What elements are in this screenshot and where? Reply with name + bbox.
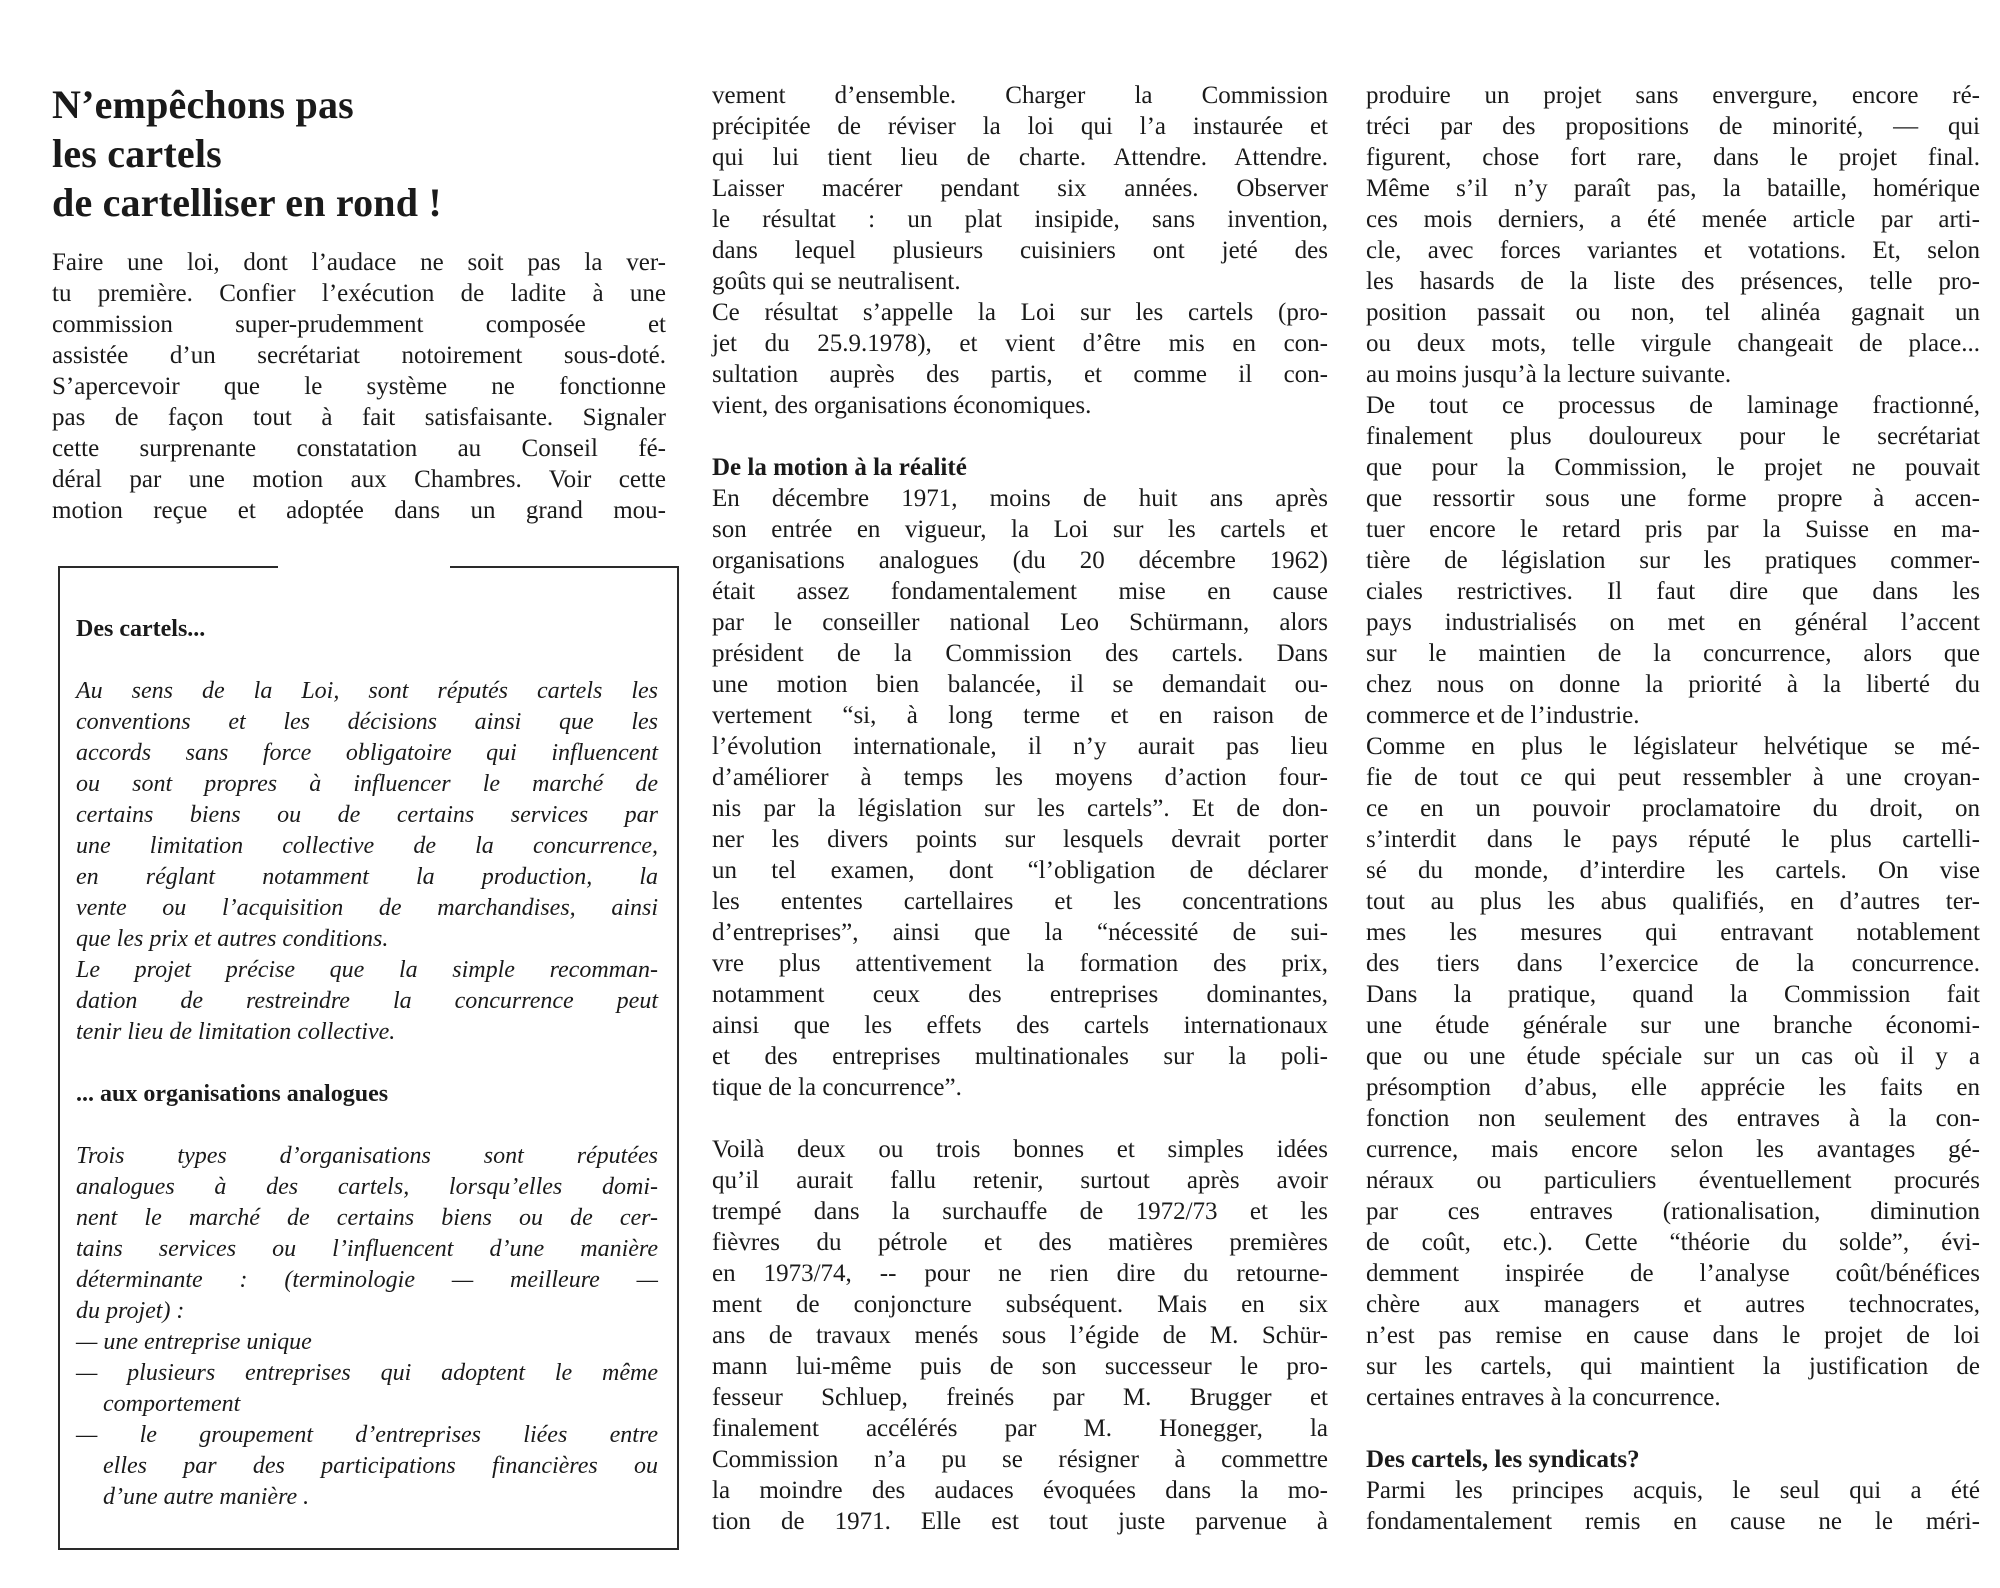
sidebar-box [58, 566, 679, 1550]
sidebar-heading-organisations: ... aux organisations analogues [76, 1081, 389, 1107]
text-line: était assez fondamentalement mise en cause [712, 578, 1328, 605]
text-line: n’est pas remise en cause dans le projet de loi [1366, 1322, 1980, 1349]
sidebar-definition-cartels [76, 676, 658, 1048]
text-line: pays industrialisés on met en général l’accent [1366, 609, 1980, 636]
text-line: des tiers dans l’exercice de la concurrence. [1366, 950, 1980, 977]
text-line: ans de travaux menés sous l’égide de M. Schür- [712, 1322, 1328, 1349]
text-line: nis par la législation sur les cartels”. Et de don- [712, 795, 1328, 822]
text-line: fonction non seulement des entraves à la con- [1366, 1105, 1980, 1132]
column-3 [1366, 80, 1980, 1537]
text-line: tenir lieu de limitation collective. [76, 1019, 396, 1045]
text-line: d’entreprises”, ainsi que la “nécessité de sui- [712, 919, 1328, 946]
text-line: ciales restrictives. Il faut dire que dans les [1366, 578, 1980, 605]
text-line: fie de tout ce qui peut ressembler à une croyan- [1366, 764, 1980, 791]
sidebar-definition-organisations [76, 1141, 658, 1327]
text-line: certains biens ou de certains services par [76, 802, 658, 828]
text-line: tière de législation sur les pratiques commer- [1366, 547, 1980, 574]
list-item-continuation: elles par des participations financières ou [103, 1453, 658, 1479]
text-line: ment de conjoncture subséquent. Mais en six [712, 1291, 1328, 1318]
text-line: En décembre 1971, moins de huit ans après [712, 485, 1328, 512]
text-line: tréci par des propositions de minorité, — qui [1366, 113, 1980, 140]
text-line: demment inspirée de l’analyse coût/bénéfices [1366, 1260, 1980, 1287]
text-line: Voilà deux ou trois bonnes et simples idées [712, 1136, 1328, 1163]
text-line: que pour la Commission, le projet ne pouvait [1366, 454, 1980, 481]
text-line: pas de façon tout à fait satisfaisante. Signaler [52, 404, 666, 431]
text-line: les ententes cartellaires et les concentrations [712, 888, 1328, 915]
text-line: président de la Commission des cartels. Dans [712, 640, 1328, 667]
text-line: vement d’ensemble. Charger la Commission [712, 82, 1328, 109]
text-line: vre plus attentivement la formation des prix, [712, 950, 1328, 977]
text-line: au moins jusqu’à la lecture suivante. [1366, 361, 1732, 388]
text-line: certaines entraves à la concurrence. [1366, 1384, 1721, 1411]
section-syndicats-paragraph [1366, 1475, 1980, 1537]
sidebar-heading-cartels: Des cartels... [76, 616, 206, 642]
text-line: vente ou l’acquisition de marchandises, ainsi [76, 895, 658, 921]
text-line: goûts qui se neutralisent. [712, 268, 961, 295]
col2-end-paragraph [712, 1134, 1328, 1537]
article-title [52, 80, 666, 227]
text-line: tout au plus les abus qualifiés, en d’autres ter- [1366, 888, 1980, 915]
section-heading-syndicats: Des cartels, les syndicats? [1366, 1446, 1640, 1473]
box-top-rule-left [60, 566, 278, 568]
list-item: — le groupement d’entreprises liées entre [76, 1422, 658, 1448]
text-line: néraux ou particuliers éventuellement procurés [1366, 1167, 1980, 1194]
text-line: Faire une loi, dont l’audace ne soit pas la ver- [52, 249, 666, 276]
text-line: trempé dans la surchauffe de 1972/73 et les [712, 1198, 1328, 1225]
text-line: qu’il aurait fallu retenir, surtout après avoir [712, 1167, 1328, 1194]
column-2 [712, 80, 1328, 1537]
text-line: motion reçue et adoptée dans un grand mou- [52, 497, 666, 524]
text-line: un tel examen, dont “l’obligation de déclarer [712, 857, 1328, 884]
list-item: — une entreprise unique [76, 1329, 312, 1355]
text-line: currence, mais encore selon les avantages gé- [1366, 1136, 1980, 1163]
title-line: N’empêchons pas [52, 82, 354, 127]
text-line: Même s’il n’y paraît pas, la bataille, homérique [1366, 175, 1980, 202]
text-line: commission super-prudemment composée et [52, 311, 666, 338]
text-line: déterminante : (terminologie — meilleure — [76, 1267, 658, 1293]
text-line: notamment ceux des entreprises dominantes, [712, 981, 1328, 1008]
text-line: tuer encore le retard pris par la Suisse en ma- [1366, 516, 1980, 543]
text-line: nent le marché de certains biens ou de cer- [76, 1205, 658, 1231]
text-line: Comme en plus le législateur helvétique se mé- [1366, 733, 1980, 760]
text-line: assistée d’un secrétariat notoirement sous-doté. [52, 342, 666, 369]
text-line: chère aux managers et autres technocrates, [1366, 1291, 1980, 1318]
text-line: en 1973/74, -- pour ne rien dire du retourne- [712, 1260, 1328, 1287]
text-line: le résultat : un plat insipide, sans invention, [712, 206, 1328, 233]
list-item-continuation: d’une autre manière . [103, 1484, 310, 1510]
section-motion-paragraph [712, 483, 1328, 1103]
text-line: finalement plus douloureux pour le secrétariat [1366, 423, 1980, 450]
section-heading-motion: De la motion à la réalité [712, 454, 967, 481]
text-line: De tout ce processus de laminage fractionné, [1366, 392, 1980, 419]
text-line: sé du monde, d’interdire les cartels. On vise [1366, 857, 1980, 884]
text-line: que ou une étude spéciale sur un cas où il y a [1366, 1043, 1980, 1070]
text-line: ou deux mots, telle virgule changeait de place... [1366, 330, 1980, 357]
text-line: l’évolution internationale, il n’y aurait pas lieu [712, 733, 1328, 760]
text-line: une motion bien balancée, il se demandait ou- [712, 671, 1328, 698]
text-line: Au sens de la Loi, sont réputés cartels les [76, 678, 658, 704]
text-line: sultation auprès des partis, et comme il con- [712, 361, 1328, 388]
text-line: ner les divers points sur lesquels devrait porter [712, 826, 1328, 853]
text-line: les hasards de la liste des présences, telle pro- [1366, 268, 1980, 295]
text-line: Parmi les principes acquis, le seul qui a été [1366, 1477, 1980, 1504]
text-line: tion de 1971. Elle est tout juste parvenue à [712, 1508, 1328, 1535]
text-line: la moindre des audaces évoquées dans la mo- [712, 1477, 1328, 1504]
text-line: dans lequel plusieurs cuisiniers ont jeté des [712, 237, 1328, 264]
text-line: cette surprenante constatation au Conseil fé- [52, 435, 666, 462]
col2-intro-paragraph [712, 80, 1328, 421]
title-line: les cartels [52, 131, 222, 176]
text-line: mes les mesures qui entravant notablement [1366, 919, 1980, 946]
text-line: tique de la concurrence”. [712, 1074, 962, 1101]
text-line: commerce et de l’industrie. [1366, 702, 1640, 729]
text-line: fièvres du pétrole et des matières premières [712, 1229, 1328, 1256]
text-line: Dans la pratique, quand la Commission fait [1366, 981, 1980, 1008]
text-line: finalement accélérés par M. Honegger, la [712, 1415, 1328, 1442]
text-line: jet du 25.9.1978), et vient d’être mis en con- [712, 330, 1328, 357]
text-line: Le projet précise que la simple recomman- [76, 957, 658, 983]
title-line: de cartelliser en rond ! [52, 180, 442, 225]
text-line: par ces entraves (rationalisation, diminution [1366, 1198, 1980, 1225]
text-line: du projet) : [76, 1298, 185, 1324]
text-line: S’apercevoir que le système ne fonctionne [52, 373, 666, 400]
text-line: fondamentalement remis en cause ne le méri- [1366, 1508, 1980, 1535]
text-line: une limitation collective de la concurrence, [76, 833, 658, 859]
text-line: ces mois derniers, a été menée article par arti- [1366, 206, 1980, 233]
text-line: tu première. Confier l’exécution de ladite à une [52, 280, 666, 307]
text-line: par le conseiller national Leo Schürmann, alors [712, 609, 1328, 636]
text-line: précipitée de réviser la loi qui l’a instaurée et [712, 113, 1328, 140]
intro-paragraph [52, 247, 666, 526]
text-line: fesseur Schluep, freinés par M. Brugger et [712, 1384, 1328, 1411]
text-line: s’interdit dans le pays réputé le plus cartelli- [1366, 826, 1980, 853]
text-line: ou sont propres à influencer le marché de [76, 771, 658, 797]
text-line: position passait ou non, tel alinéa gagnait un [1366, 299, 1980, 326]
text-line: et des entreprises multinationales sur la poli- [712, 1043, 1328, 1070]
text-line: ainsi que les effets des cartels internationaux [712, 1012, 1328, 1039]
text-line: Commission n’a pu se résigner à commettre [712, 1446, 1328, 1473]
text-line: sur les cartels, qui maintient la justification de [1366, 1353, 1980, 1380]
text-line: une étude générale sur une branche économi- [1366, 1012, 1980, 1039]
text-line: Trois types d’organisations sont réputées [76, 1143, 658, 1169]
text-line: Ce résultat s’appelle la Loi sur les cartels (pro- [712, 299, 1328, 326]
text-line: tains services ou l’influencent d’une manière [76, 1236, 658, 1262]
sidebar-list [76, 1327, 658, 1513]
text-line: dation de restreindre la concurrence peut [76, 988, 658, 1014]
text-line: son entrée en vigueur, la Loi sur les cartels et [712, 516, 1328, 543]
text-line: vient, des organisations économiques. [712, 392, 1092, 419]
sidebar-content [76, 614, 658, 1513]
text-line: d’améliorer à temps les moyens d’action four- [712, 764, 1328, 791]
box-top-rule-right [450, 566, 677, 568]
text-line: conventions et les décisions ainsi que les [76, 709, 658, 735]
text-line: figurent, chose fort rare, dans le projet final. [1366, 144, 1980, 171]
text-line: que ressortir sous une forme propre à accen- [1366, 485, 1980, 512]
list-item-continuation: comportement [103, 1391, 241, 1417]
text-line: présomption d’abus, elle apprécie les faits en [1366, 1074, 1980, 1101]
text-line: déral par une motion aux Chambres. Voir cette [52, 466, 666, 493]
list-item: — plusieurs entreprises qui adoptent le même [76, 1360, 658, 1386]
text-line: mann lui-même puis de son successeur le pro- [712, 1353, 1328, 1380]
text-line: chez nous on donne la priorité à la liberté du [1366, 671, 1980, 698]
col3-paragraphs [1366, 80, 1980, 1413]
text-line: produire un projet sans envergure, encore ré- [1366, 82, 1980, 109]
text-line: cle, avec forces variantes et votations. Et, selon [1366, 237, 1980, 264]
text-line: analogues à des cartels, lorsqu’elles domi- [76, 1174, 658, 1200]
text-line: en réglant notamment la production, la [76, 864, 658, 890]
text-line: sur le maintien de la concurrence, alors que [1366, 640, 1980, 667]
text-line: qui lui tient lieu de charte. Attendre. Attendre. [712, 144, 1328, 171]
text-line: vertement “si, à long terme et en raison de [712, 702, 1328, 729]
text-line: Laisser macérer pendant six années. Observer [712, 175, 1328, 202]
text-line: organisations analogues (du 20 décembre 1962) [712, 547, 1328, 574]
text-line: accords sans force obligatoire qui influencent [76, 740, 658, 766]
text-line: de coût, etc.). Cette “théorie du solde”, évi- [1366, 1229, 1980, 1256]
text-line: que les prix et autres conditions. [76, 926, 389, 952]
column-1 [52, 80, 666, 526]
text-line: ce en un pouvoir proclamatoire du droit, on [1366, 795, 1980, 822]
